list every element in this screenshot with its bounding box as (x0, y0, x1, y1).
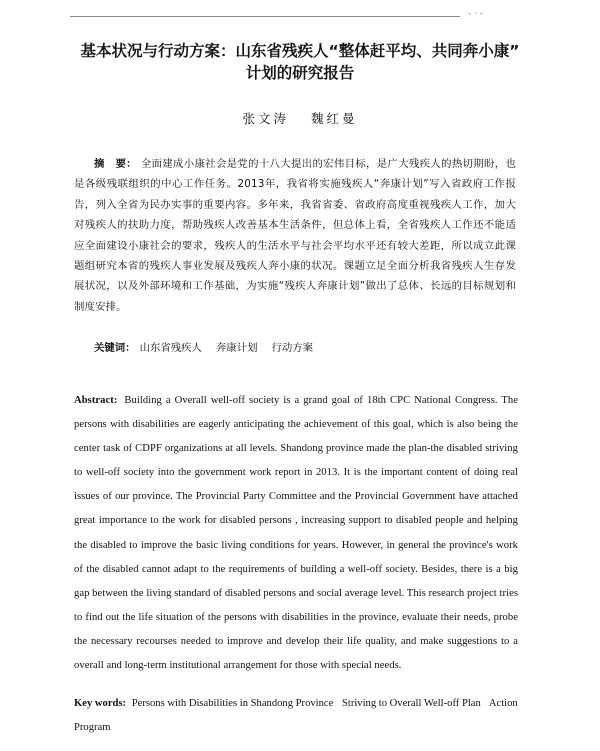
header-mark: - · - (468, 9, 484, 19)
author-name: 张文涛 (242, 111, 289, 126)
keyword: Striving to Overall Well-off Plan (341, 698, 481, 709)
keyword: 行动方案 (271, 342, 314, 354)
author-name: 魏红曼 (311, 111, 358, 126)
keywords-english-label: Key words: (74, 698, 127, 709)
author-list (0, 109, 600, 127)
keywords-english (74, 692, 520, 740)
keyword: Persons with Disabilities in Shandong Province (131, 698, 334, 709)
abstract-chinese (74, 154, 516, 317)
keyword: Action Program (74, 698, 518, 733)
abstract-chinese-label: 摘 要： (94, 158, 137, 170)
abstract-chinese-text: 全面建成小康社会是党的十八大提出的宏伟目标，是广大残疾人的热切期盼，也是各级残联组织的中心工作任务。2013年，我省将实施残疾人“奔康计划”写入省政府工作报告，列入全省为民办实事的重要内容。多年来，我省省委、省政府高度重视残疾人工作，加大对残疾人的扶助力度，帮助残疾人改善基本生活条件，但总体上看，全省残疾人工作还不能适应全面建设小康社会的要求，残疾人的生活水平与社会平均水平还有较大差距，所以成立此课题组研究本省的残疾人事业发展及残疾人奔小康的状况。课题立足全面分析我省残疾人生存发展状况，以及外部环境和工作基础，为实施“残疾人奔康计划”做出了总体、长远的目标规划和制度安排。 (74, 158, 516, 313)
paper-title-line-2: 计划的研究报告 (245, 64, 355, 82)
abstract-english-text: Building a Overall well-off society is a grand goal of 18th CPC National Congress. The persons with disabilities are eagerly anticipating the achievement of this goal, which is also being the center task of CDPF organizations at all levels. Shandong province made the plan-the disabled striving to well-off society into the government work report in 2013. It is the important content of doing real issues of our province. The Provincial Party Committee and the Provincial Government have attached great importance to the work for disabled persons , increasing support to disabled people and helping the disabled to improve the basic living conditions for years. However, in general the province's work of the disabled cannot adapt to the requirements of building a well-off society. Besides, there is a big gap between the living standard of disabled persons and social average level. This research project tries to find out the life situation of the persons with disabilities in the province, evaluate their needs, probe the necessary recourses needed to improve and develop their life quality, and make suggestions to a overall and long-term institutional arrangement for those with special needs. (74, 395, 518, 672)
abstract-english-label: Abstract: (74, 395, 118, 406)
keyword: 奔康计划 (215, 342, 258, 354)
keywords-chinese (94, 339, 327, 354)
paper-title-line-1: 基本状况与行动方案：山东省残疾人“整体赶平均、共同奔小康” (80, 42, 520, 60)
keywords-chinese-label: 关键词： (94, 342, 136, 354)
header-rule (70, 16, 460, 17)
keyword: 山东省残疾人 (139, 342, 202, 354)
abstract-english (74, 389, 518, 678)
